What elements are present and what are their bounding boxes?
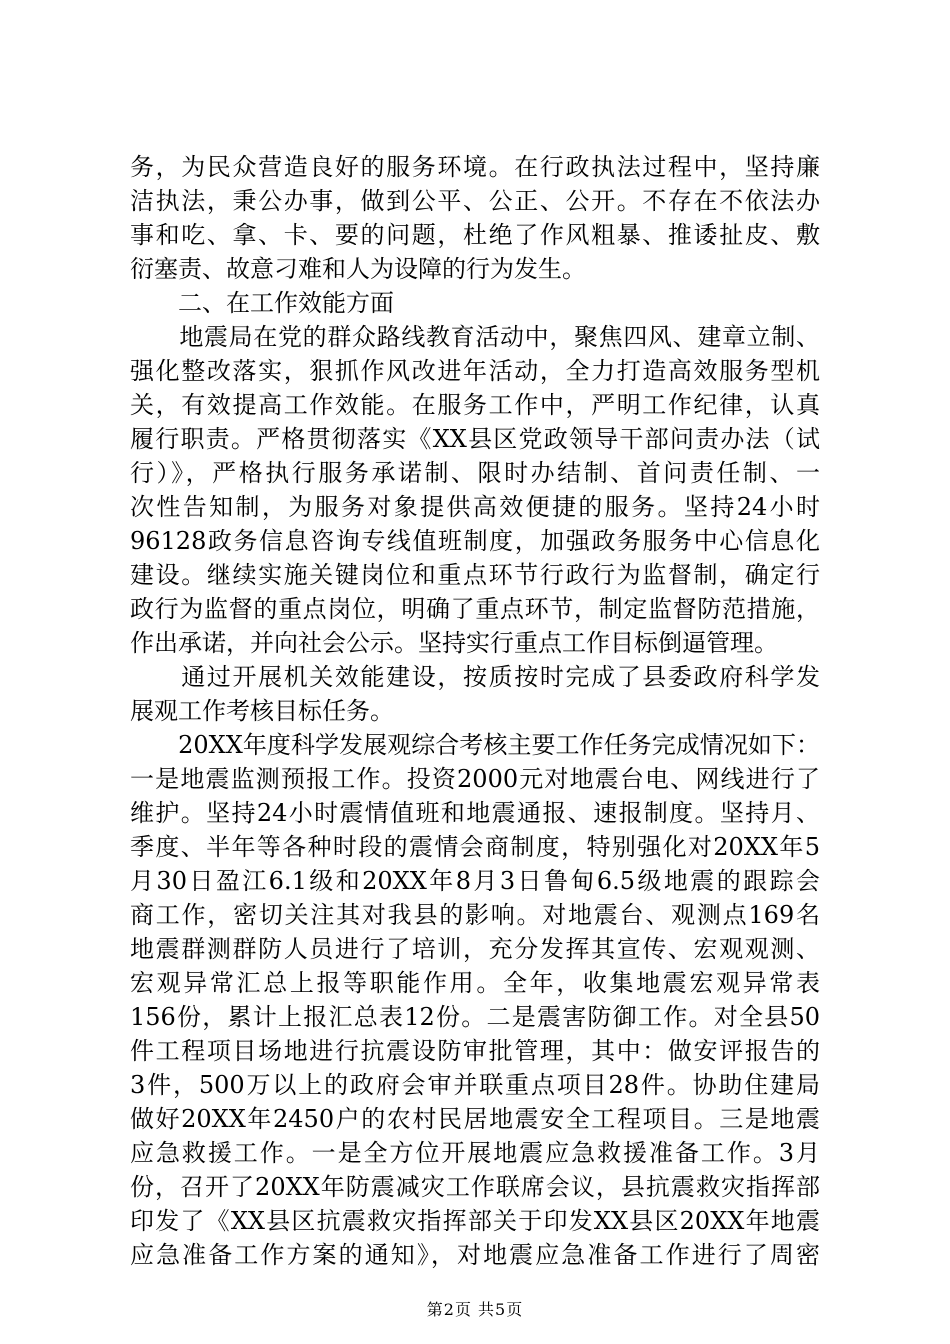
page-footer: 第2页 共5页 [426,1300,524,1319]
body-text-line: 作出承诺，并向社会公示。坚持实行重点工作目标倒逼管理。 [130,629,778,657]
body-text-line: 应急救援工作。一是全方位开展地震应急救援准备工作。3月 [130,1139,820,1167]
body-text-line: 强化整改落实，狠抓作风改进年活动，全力打造高效服务型机 [130,357,820,385]
body-text-line: 衍塞责、故意刁难和人为设障的行为发生。 [130,255,586,283]
body-text-line: 行）》，严格执行服务承诺制、限时办结制、首问责任制、一 [130,459,820,487]
body-text-line: 一是地震监测预报工作。投资2000元对地震台电、网线进行了 [130,765,820,793]
body-text-line: 维护。坚持24小时震情值班和地震通报、速报制度。坚持月、 [130,799,820,827]
body-text-line: 建设。继续实施关键岗位和重点环节行政行为监督制，确定行 [130,561,820,589]
body-text-line: 做好20XX年2450户的农村民居地震安全工程项目。三是地震 [130,1105,820,1133]
body-text-line: 关，有效提高工作效能。在服务工作中，严明工作纪律，认真 [130,391,820,419]
body-text-line: 份，召开了20XX年防震减灾工作联席会议，县抗震救灾指挥部 [130,1173,820,1201]
body-text-line: 商工作，密切关注其对我县的影响。对地震台、观测点169名 [130,901,820,929]
body-text-line: 展观工作考核目标任务。 [130,697,394,725]
body-text-line: 宏观异常汇总上报等职能作用。全年，收集地震宏观异常表 [130,969,820,997]
body-text-line: 通过开展机关效能建设，按质按时完成了县委政府科学发 [130,663,820,691]
body-text-line: 地震局在党的群众路线教育活动中，聚焦四风、建章立制、 [130,323,820,351]
body-text-line: 洁执法，秉公办事，做到公平、公正、公开。不存在不依法办 [130,187,820,215]
body-text-line: 3件，500万以上的政府会审并联重点项目28件。协助住建局 [130,1071,820,1099]
body-text-line: 务，为民众营造良好的服务环境。在行政执法过程中，坚持廉 [130,153,820,181]
section-heading: 二、在工作效能方面 [130,289,394,317]
body-text-line: 印发了《XX县区抗震救灾指挥部关于印发XX县区20XX年地震 [130,1207,820,1235]
body-text-line: 地震群测群防人员进行了培训，充分发挥其宣传、宏观观测、 [130,935,820,963]
body-text-line: 履行职责。严格贯彻落实《XX县区党政领导干部问责办法（试 [130,425,820,453]
body-text-line: 月30日盈江6.1级和20XX年8月3日鲁甸6.5级地震的跟踪会 [130,867,820,895]
body-text-line: 政行为监督的重点岗位，明确了重点环节，制定监督防范措施， [130,595,820,623]
body-text-line: 事和吃、拿、卡、要的问题，杜绝了作风粗暴、推诿扯皮、敷 [130,221,820,249]
body-text-line: 次性告知制，为服务对象提供高效便捷的服务。坚持24小时 [130,493,820,521]
body-text-line: 应急准备工作方案的通知》，对地震应急准备工作进行了周密 [130,1241,820,1269]
body-text-line: 件工程项目场地进行抗震设防审批管理，其中：做安评报告的 [130,1037,820,1065]
body-text-line: 季度、半年等各种时段的震情会商制度，特别强化对20XX年5 [130,833,820,861]
body-text-line: 96128政务信息咨询专线值班制度，加强政务服务中心信息化 [130,527,820,555]
body-text-line: 156份，累计上报汇总表12份。二是震害防御工作。对全县50 [130,1003,820,1031]
body-text-line: 20XX年度科学发展观综合考核主要工作任务完成情况如下： [130,731,820,759]
